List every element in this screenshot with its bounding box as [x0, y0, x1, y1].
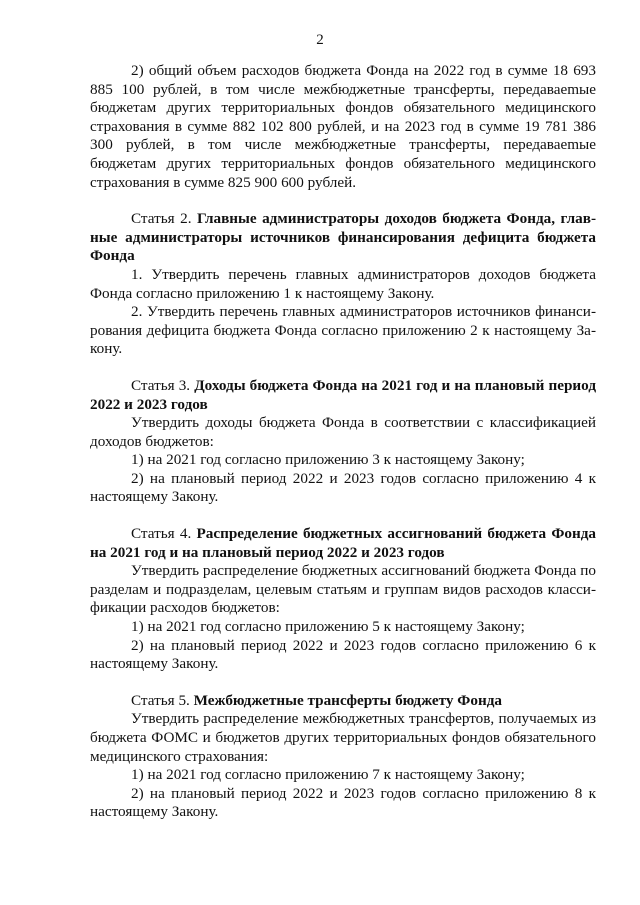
article-paragraph: 2) на плановый период 2022 и 2023 годов согласно приложению 6 к настоящему Закону.: [90, 636, 596, 673]
article-paragraph: 1) на 2021 год согласно приложению 3 к настоящему Закону;: [131, 451, 525, 469]
article-paragraph: 1. Утвердить перечень главных администраторов доходов бюджета Фонда согласно приложению 1 к настоящему Закону.: [90, 265, 596, 302]
article-2: [90, 210, 596, 359]
article-5: [90, 692, 596, 822]
article-heading: [90, 692, 596, 711]
article-paragraph: 2) на плановый период 2022 и 2023 годов согласно приложению 4 к настоящему Закону.: [90, 469, 596, 506]
article-number: Статья 3.: [131, 376, 191, 394]
intro-paragraph: 2) общий объем расходов бюджета Фонда на 2022 год в сумме 18 693 885 100 рублей, в том числе межбюджетные трансферты, передаваеmые бюджетам других территориальных фондов обязательного медицинского страхования в сумме 882 102 800 рублей, и на 2023 год в сумме 19 781 386 300 рублей, в том числе межбюджетные трансферты, передаваеmые бюджетам других территориальных фондов обязательного медицинского страхования в сумме 825 900 600 рублей.: [90, 62, 596, 191]
article-paragraph: Утвердить распределение межбюджетных трансфертов, получаемых из бюджета ФОМС и бюджетов других территориальных фондов обязательного медицинского страхования:: [90, 710, 596, 765]
article-paragraph: 1) на 2021 год согласно приложению 7 к настоящему Закону;: [131, 766, 525, 784]
article-heading: [90, 377, 596, 414]
article-paragraph: Утвердить распределение бюджетных ассигнований бюджета Фонда по разделам и подразделам, целевым статьям и группам видов расходов классификации расходов бюджетов:: [90, 562, 596, 617]
article-title: Межбюджетные трансферты бюджету Фонда: [193, 691, 502, 709]
page-number: 2: [316, 32, 324, 48]
article-paragraph: 2) на плановый период 2022 и 2023 годов согласно приложению 8 к настоящему Закону.: [90, 784, 596, 821]
article-paragraph: 1) на 2021 год согласно приложению 5 к настоящему Закону;: [131, 618, 525, 636]
article-heading: [90, 525, 596, 562]
article-title: Распределение бюджетных ассигнований бюджета Фонда на 2021 год и на плановый период 2022 и 2023 годов: [90, 525, 597, 561]
article-title: Доходы бюджета Фонда на 2021 год и на плановый период 2022 и 2023 годов: [90, 376, 597, 413]
article-heading: [90, 210, 596, 266]
article-paragraph: Утвердить доходы бюджета Фонда в соответствии с классификацией доходов бюджетов:: [90, 414, 596, 450]
article-number: Статья 2.: [131, 210, 192, 228]
article-4: [90, 525, 596, 674]
article-3: [90, 377, 596, 507]
article-number: Статья 4.: [131, 525, 192, 543]
article-number: Статья 5.: [131, 691, 190, 709]
document-body: [90, 62, 596, 822]
article-title: Главные администраторы доходов бюджета Фонда, главные администраторы источников финансирования дефицита бюджета Фонда: [90, 210, 596, 265]
article-paragraph: 2. Утвердить перечень главных администраторов источников финансирования дефицита бюджета Фонда согласно приложению 2 к настоящему Закону.: [90, 303, 596, 358]
